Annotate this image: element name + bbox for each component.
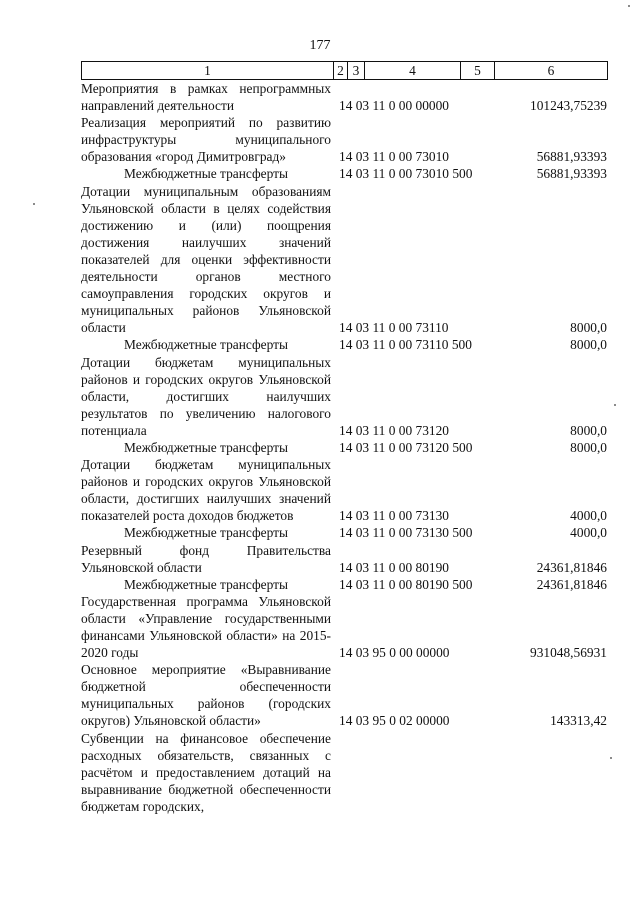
- row-amount: 4000,0: [570, 525, 607, 541]
- table-row: [81, 542, 607, 576]
- row-codes: 14 03 11 0 00 73010: [339, 149, 449, 165]
- table-row: [81, 165, 607, 182]
- column-header-3: 3: [348, 62, 365, 80]
- table-row: [81, 114, 607, 165]
- row-amount: 101243,75239: [530, 98, 607, 114]
- row-codes: 14 03 95 0 00 00000: [339, 645, 450, 661]
- table-row: [81, 661, 607, 729]
- row-codes: 14 03 11 0 00 73110 500: [339, 337, 472, 353]
- column-header-5: 5: [461, 62, 495, 80]
- budget-rows: [81, 80, 607, 815]
- table-row: [81, 80, 607, 114]
- table-row: [81, 354, 607, 439]
- row-description: Основное мероприятие «Выравнивание бюджетной обеспеченности муниципальных районов (городских округов) Ульяновской области»: [81, 662, 331, 729]
- row-description: Реализация мероприятий по развитию инфраструктуры муниципального образования «город Димитровград»: [81, 115, 331, 165]
- row-description: Дотации бюджетам муниципальных районов и городских округов Ульяновской области, достигших наилучших результатов по увеличению налогового потенциала: [81, 354, 331, 438]
- row-amount: 4000,0: [570, 508, 607, 524]
- row-codes: 14 03 11 0 00 80190 500: [339, 576, 473, 592]
- row-amount: 56881,93393: [536, 166, 607, 182]
- row-codes: 14 03 11 0 00 00000: [339, 98, 449, 114]
- row-codes: 14 03 11 0 00 73130: [339, 508, 449, 524]
- row-description: Межбюджетные трансферты: [124, 439, 288, 455]
- row-codes: 14 03 11 0 00 73110: [339, 320, 449, 336]
- table-row: [81, 730, 607, 815]
- row-codes: 14 03 95 0 02 00000: [339, 713, 450, 729]
- row-codes: 14 03 11 0 00 73120 500: [339, 439, 473, 455]
- row-amount: 8000,0: [570, 337, 607, 353]
- row-codes: 14 03 11 0 00 73120: [339, 422, 449, 438]
- row-amount: 8000,0: [570, 439, 607, 455]
- row-description: Межбюджетные трансферты: [124, 166, 288, 182]
- row-amount: 56881,93393: [536, 149, 607, 165]
- column-header-table: [81, 61, 608, 80]
- row-amount: 931048,56931: [530, 645, 607, 661]
- table-row: [81, 336, 607, 353]
- column-header-row: [82, 62, 608, 80]
- row-amount: 8000,0: [570, 320, 607, 336]
- table-row: [81, 183, 607, 337]
- row-description: Дотации бюджетам муниципальных районов и городских округов Ульяновской области, достигших наилучших значений показателей роста доходов бюджетов: [81, 457, 331, 524]
- column-header-4: 4: [365, 62, 461, 80]
- table-row: [81, 456, 607, 524]
- row-description: Государственная программа Ульяновской области «Управление государственными финансами Ульяновской области» на 2015-2020 годы: [81, 593, 331, 661]
- row-description: Межбюджетные трансферты: [124, 337, 288, 353]
- table-row: [81, 439, 607, 456]
- table-row: [81, 593, 607, 661]
- column-header-1: 1: [82, 62, 334, 80]
- row-description: Субвенции на финансовое обеспечение расходных обязательств, связанных с расчётом и предоставлением дотаций на выравнивание бюджетной обеспеченности бюджетам городских,: [81, 730, 331, 814]
- row-description: Резервный фонд Правительства Ульяновской области: [81, 542, 331, 575]
- row-amount: 24361,81846: [536, 576, 607, 592]
- row-description: Мероприятия в рамках непрограммных направлений деятельности: [81, 81, 331, 114]
- column-header-2: 2: [334, 62, 348, 80]
- column-header-6: 6: [495, 62, 608, 80]
- row-amount: 24361,81846: [536, 559, 607, 575]
- row-description: Межбюджетные трансферты: [124, 576, 288, 592]
- row-codes: 14 03 11 0 00 73130 500: [339, 525, 473, 541]
- row-amount: 8000,0: [570, 422, 607, 438]
- row-description: Межбюджетные трансферты: [124, 525, 288, 541]
- row-codes: 14 03 11 0 00 73010 500: [339, 166, 473, 182]
- row-amount: 143313,42: [550, 713, 607, 729]
- row-description: Дотации муниципальным образованиям Ульяновской области в целях содействия достижению и (или) поощрения достижения наилучших значений показателей для оценки эффективности деятельности органов местного самоуправления городских округов и муниципальных районов Ульяновской области: [81, 183, 331, 336]
- table-row: [81, 524, 607, 541]
- row-codes: 14 03 11 0 00 80190: [339, 559, 449, 575]
- table-row: [81, 576, 607, 593]
- page-number: 177: [309, 38, 331, 53]
